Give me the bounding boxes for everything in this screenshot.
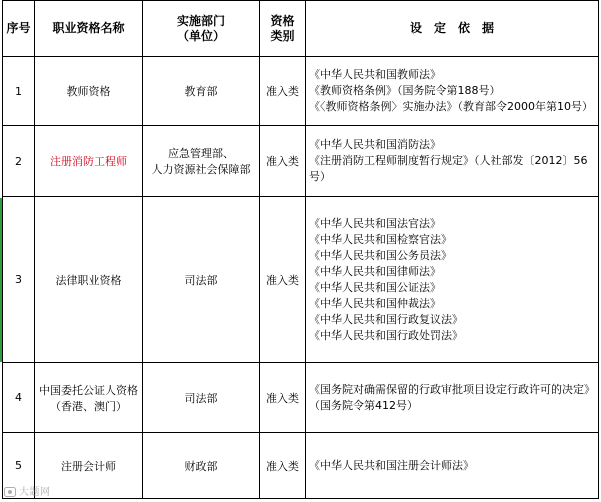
basis-line: 《中华人民共和国公务员法》	[309, 248, 452, 262]
basis-line: 《中华人民共和国行政处罚法》	[309, 328, 463, 342]
basis-line: 《中华人民共和国消防法》	[309, 138, 441, 151]
header-dept-line2: （单位）	[176, 28, 225, 43]
qualification-name: 中国委托公证人资格（香港、澳门）	[35, 363, 143, 433]
qualification-name: 注册会计师	[35, 433, 143, 499]
header-basis: 设 定 依 据	[306, 1, 599, 57]
row-seq: 1	[3, 57, 35, 126]
legal-basis	[306, 433, 599, 499]
implementing-dept: 财政部	[143, 433, 260, 499]
qualification-type: 准入类	[260, 433, 306, 499]
basis-line: 《〈教师资格条例〉实施办法》（教育部令2000年第10号）	[309, 100, 593, 113]
basis-line: 《中华人民共和国仲裁法》	[309, 296, 441, 310]
qualification-name: 法律职业资格	[35, 197, 143, 363]
header-seq: 序号	[3, 1, 35, 57]
basis-line: 《中华人民共和国注册会计师法》	[309, 458, 474, 472]
implementing-dept: 司法部	[143, 197, 260, 363]
header-type	[260, 1, 306, 57]
legal-basis	[306, 197, 599, 363]
basis-line: 《中华人民共和国律师法》	[309, 264, 441, 278]
header-name: 职业资格名称	[35, 1, 143, 57]
basis-line: 《教师资格条例》（国务院令第188号）	[309, 84, 501, 97]
qualification-type: 准入类	[260, 197, 306, 363]
basis-line: 《注册消防工程师制度暂行规定》（人社部发〔2012〕56号）	[309, 154, 588, 183]
row-seq: 5	[3, 433, 35, 499]
table-row	[3, 57, 599, 126]
implementing-dept: 教育部	[143, 57, 260, 126]
basis-line: 《中华人民共和国检察官法》	[309, 232, 452, 246]
implementing-dept	[143, 126, 260, 197]
watermark-logo-icon	[4, 487, 16, 497]
table-row	[3, 363, 599, 433]
header-type-line1: 资格	[270, 13, 295, 28]
legal-basis	[306, 126, 599, 197]
basis-line: 《中华人民共和国教师法》	[309, 68, 441, 81]
qualification-type: 准入类	[260, 126, 306, 197]
row-seq: 2	[3, 126, 35, 197]
qualification-name: 注册消防工程师	[35, 126, 143, 197]
qualification-type: 准入类	[260, 57, 306, 126]
legal-basis	[306, 57, 599, 126]
watermark-text: 大题网	[19, 487, 51, 498]
header-type-line2: 类别	[270, 28, 295, 43]
basis-line: 《中华人民共和国行政复议法》	[309, 312, 463, 326]
dept-line: 人力资源社会保障部	[151, 163, 251, 176]
basis-line: 《国务院对确需保留的行政审批项目设定行政许可的决定》（国务院令第412号）	[309, 382, 595, 412]
table-header-row	[3, 1, 599, 57]
basis-line: 《中华人民共和国法官法》	[309, 216, 441, 230]
qualification-table	[2, 0, 599, 499]
row-seq: 3	[3, 197, 35, 363]
dept-line: 应急管理部、	[168, 147, 234, 160]
table-row	[3, 126, 599, 197]
implementing-dept: 司法部	[143, 363, 260, 433]
row-seq: 4	[3, 363, 35, 433]
header-dept-line1: 实施部门	[176, 13, 225, 28]
watermark	[4, 483, 51, 498]
table-row	[3, 197, 599, 363]
qualification-type: 准入类	[260, 363, 306, 433]
header-dept	[143, 1, 260, 57]
basis-line: 《中华人民共和国公证法》	[309, 280, 441, 294]
table-row	[3, 433, 599, 499]
qualification-name: 教师资格	[35, 57, 143, 126]
legal-basis	[306, 363, 599, 433]
